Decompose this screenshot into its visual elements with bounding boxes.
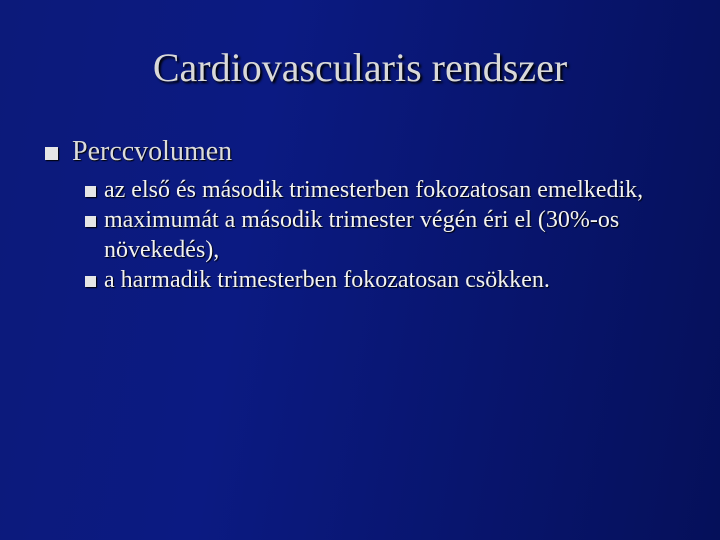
list-item-text: az első és második trimesterben fokozatosan emelkedik,: [104, 177, 644, 203]
square-bullet-icon: [85, 276, 96, 287]
list-item: [82, 175, 692, 205]
square-bullet-icon: [45, 147, 58, 160]
square-bullet-icon: [85, 216, 96, 227]
list-item: [82, 205, 692, 265]
list-item-text: a harmadik trimesterben fokozatosan csökken.: [104, 267, 550, 293]
list-item: [82, 265, 692, 295]
sub-bullet-list: [82, 175, 692, 295]
list-item-text: maximumát a második trimester végén éri el (30%-os növekedés),: [104, 207, 620, 263]
square-bullet-icon: [85, 186, 96, 197]
slide-title: Cardiovascularis rendszer: [152, 45, 568, 90]
main-bullet-label: Percсvolumen: [72, 136, 233, 167]
